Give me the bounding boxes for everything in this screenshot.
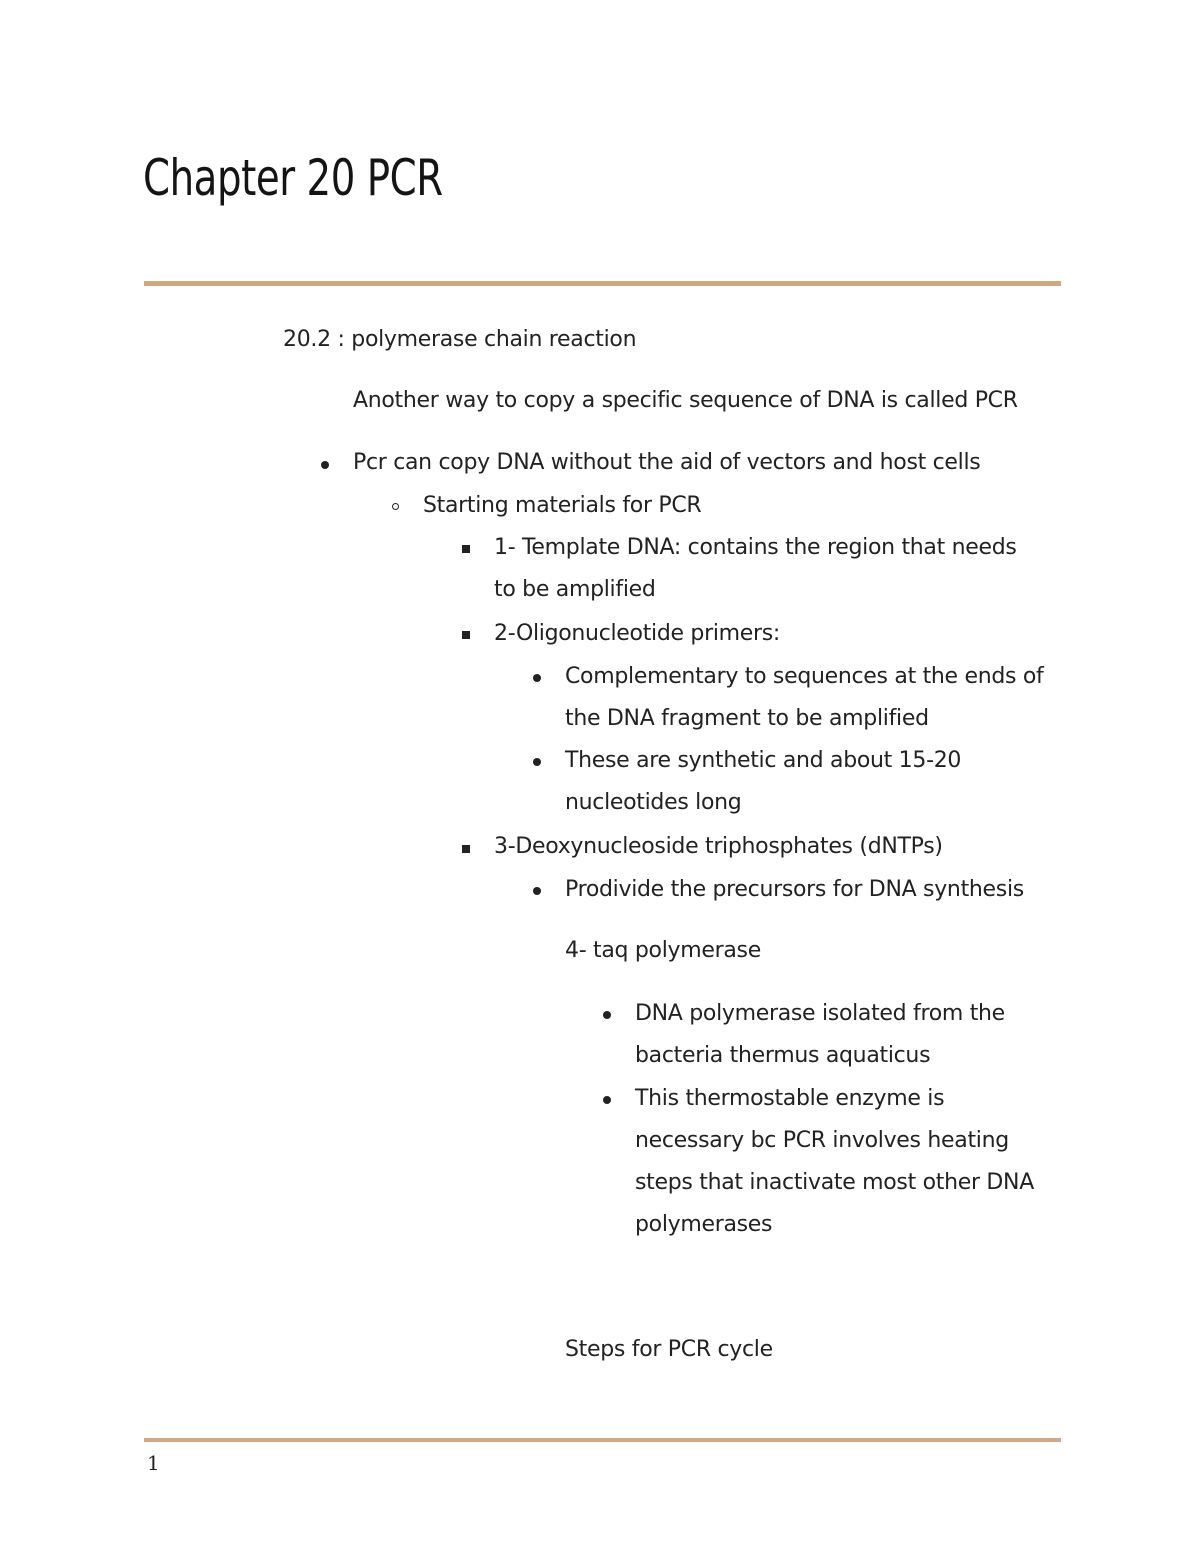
list-item: DNA polymerase isolated from the: [635, 1001, 1005, 1026]
intro-paragraph: Another way to copy a specific sequence of DNA is called PCR: [353, 388, 1018, 413]
list-item-continuation: bacteria thermus aquaticus: [635, 1043, 931, 1068]
list-item-continuation: nucleotides long: [565, 790, 742, 815]
list-item: 4- taq polymerase: [565, 938, 761, 963]
list-item-continuation: the DNA fragment to be amplified: [565, 706, 929, 731]
list-item-continuation: polymerases: [635, 1212, 773, 1237]
bullet-disc-icon: [321, 461, 329, 469]
bullet-square-icon: [462, 631, 470, 639]
list-item-continuation: to be amplified: [494, 577, 656, 602]
bullet-disc-icon: [603, 1011, 611, 1019]
bullet-square-icon: [462, 545, 470, 553]
list-item-continuation: necessary bc PCR involves heating: [635, 1128, 1009, 1153]
list-item: These are synthetic and about 15-20: [565, 748, 962, 773]
steps-heading: Steps for PCR cycle: [565, 1337, 773, 1362]
bullet-disc-icon: [533, 674, 541, 682]
list-item: Starting materials for PCR: [423, 493, 702, 518]
bullet-square-icon: [462, 845, 470, 853]
title-divider: [144, 281, 1061, 286]
bullet-circle-icon: [392, 503, 399, 510]
bullet-disc-icon: [603, 1096, 611, 1104]
bullet-disc-icon: [533, 887, 541, 895]
list-item: 1- Template DNA: contains the region that needs: [494, 535, 1017, 560]
list-item: Complementary to sequences at the ends of: [565, 664, 1044, 689]
list-item: 3-Deoxynucleoside triphosphates (dNTPs): [494, 834, 943, 859]
list-item-continuation: steps that inactivate most other DNA: [635, 1170, 1034, 1195]
bullet-disc-icon: [533, 758, 541, 766]
document-title: Chapter 20 PCR: [143, 149, 443, 207]
list-item: Prodivide the precursors for DNA synthesis: [565, 877, 1024, 902]
list-item: This thermostable enzyme is: [635, 1086, 945, 1111]
list-item: 2-Oligonucleotide primers:: [494, 621, 781, 646]
section-heading: 20.2 : polymerase chain reaction: [283, 327, 637, 352]
list-item: Pcr can copy DNA without the aid of vectors and host cells: [353, 450, 981, 475]
footer-divider: [144, 1438, 1061, 1442]
page-number: 1: [147, 1451, 160, 1475]
